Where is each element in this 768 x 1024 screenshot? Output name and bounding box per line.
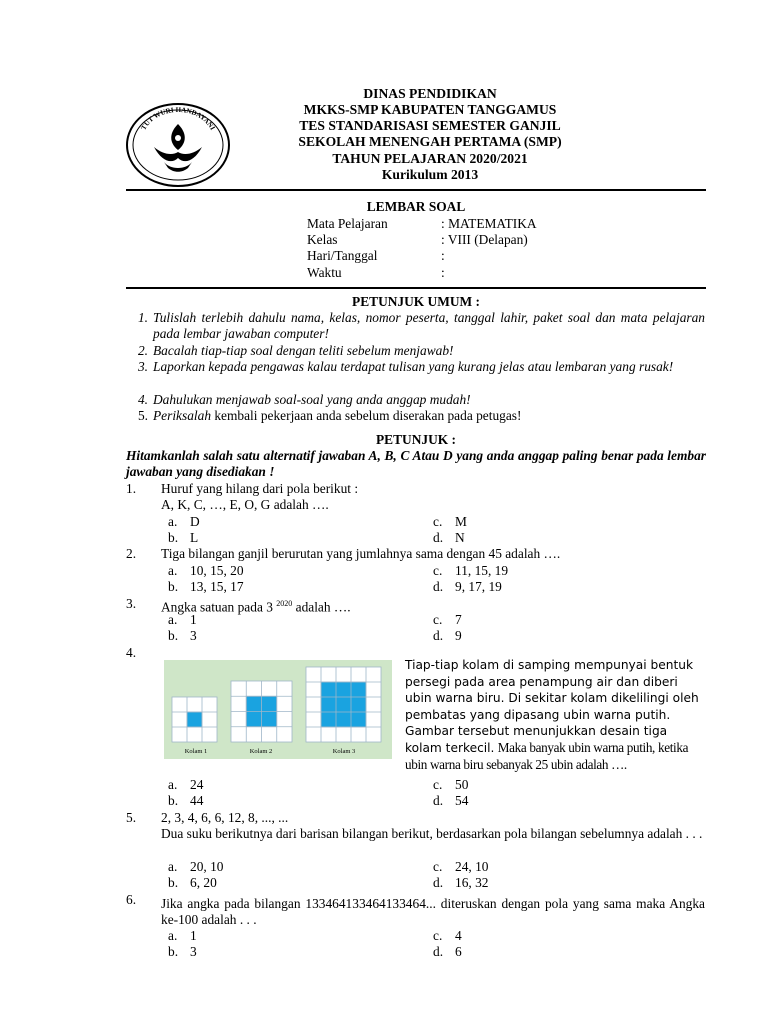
q4-text: Tiap-tiap kolam di samping mempunyai bentuk persegi pada area penampung air dan diberi ubin warna biru. Di sekitar kolam dikelilingi oleh pembatas yang dipasang ubin warna putih. Gambar tersebut menunjukkan desain tiga kolam terkecil. Maka banyak ubin warna putih, ketika ubin warna biru sebanyak 25 ubin adalah ….	[405, 658, 699, 772]
q2-option-d[interactable]: d. 9, 17, 19	[433, 579, 502, 594]
header-line-5: TAHUN PELAJARAN 2020/2021	[332, 151, 528, 166]
general-num-5: 5.	[137, 408, 148, 423]
q4-option-b[interactable]: b. 44	[168, 793, 204, 808]
header-line-2: MKKS-SMP KABUPATEN TANGGAMUS	[303, 102, 557, 117]
q5-number: 5.	[126, 810, 137, 825]
lembar-soal-title: LEMBAR SOAL	[366, 199, 466, 214]
q5-option-a[interactable]: a. 20, 10	[168, 859, 224, 874]
general-instruction-1: Tulislah terlebih dahulu nama, kelas, nomor peserta, tanggal lahir, paket soal dan mata pelajaran pada lembar jawaban computer!	[153, 310, 705, 342]
q6-option-c[interactable]: c. 4	[433, 928, 462, 943]
q6-text: Jika angka pada bilangan 133464133464133464... diteruskan dengan pola yang sama maka Angka ke-100 adalah . . .	[161, 896, 705, 928]
q1-number: 1.	[126, 481, 137, 496]
header-line-1: DINAS PENDIDIKAN	[363, 86, 497, 101]
general-num-3: 3.	[137, 359, 148, 374]
q3-option-c[interactable]: c. 7	[433, 612, 462, 627]
general-instruction-5: Periksalah kembali pekerjaan anda sebelum diserakan pada petugas!	[153, 408, 522, 423]
answer-instruction: Hitamkanlah salah satu alternatif jawaban A, B, C Atau D yang anda anggap paling benar pada lembar jawaban yang disediakan !	[126, 448, 706, 480]
header-divider	[126, 189, 706, 191]
info-value-waktu: :	[441, 265, 445, 280]
general-instruction-4: Dahulukan menjawab soal-soal yang anda anggap mudah!	[153, 392, 471, 407]
general-num-1: 1.	[137, 310, 148, 325]
q1-option-a[interactable]: a. D	[168, 514, 200, 529]
petunjuk-title: PETUNJUK :	[376, 432, 456, 447]
general-num-4: 4.	[137, 392, 148, 407]
q3-option-d[interactable]: d. 9	[433, 628, 462, 643]
q5-option-c[interactable]: c. 24, 10	[433, 859, 489, 874]
svg-text:TUT WURI HANDAYANI: TUT WURI HANDAYANI	[139, 105, 217, 132]
info-divider	[126, 287, 706, 289]
info-value-hari: :	[441, 248, 445, 263]
q6-option-b[interactable]: b. 3	[168, 944, 197, 959]
pool-tiles-figure	[164, 660, 392, 759]
q1-option-b[interactable]: b. L	[168, 530, 199, 545]
q1-option-c[interactable]: c. M	[433, 514, 467, 529]
q2-option-b[interactable]: b. 13, 15, 17	[168, 579, 244, 594]
info-label-mapel: Mata Pelajaran	[307, 216, 388, 231]
q1-pattern: A, K, C, …, E, O, G adalah ….	[161, 497, 329, 512]
q2-option-c[interactable]: c. 11, 15, 19	[433, 563, 509, 578]
q6-number: 6.	[126, 892, 137, 907]
info-value-kelas: : VIII (Delapan)	[441, 232, 528, 247]
general-instruction-3: Laporkan kepada pengawas kalau terdapat tulisan yang kurang jelas atau lembaran yang rusak!	[153, 359, 674, 374]
q4-number: 4.	[126, 645, 137, 660]
q5-option-d[interactable]: d. 16, 32	[433, 875, 489, 890]
q3-text: Angka satuan pada 3 $^{2020}$ adalah ….	[161, 599, 351, 615]
pool-3-label: Kolam 3	[332, 748, 356, 755]
q5-text: Dua suku berikutnya dari barisan bilangan berikut, berdasarkan pola bilangan sebelumnya adalah . . .	[161, 826, 703, 841]
pool-1-grid	[172, 697, 217, 742]
pool-3-grid	[306, 667, 381, 742]
q6-option-a[interactable]: a. 1	[168, 928, 197, 943]
petunjuk-umum-title: PETUNJUK UMUM :	[352, 294, 480, 309]
info-label-hari: Hari/Tanggal	[307, 248, 378, 263]
q4-option-c[interactable]: c. 50	[433, 777, 469, 792]
q1-option-d[interactable]: d. N	[433, 530, 465, 545]
q3-option-a[interactable]: a. 1	[168, 612, 197, 627]
q1-text: Huruf yang hilang dari pola berikut :	[161, 481, 359, 496]
info-value-mapel: : MATEMATIKA	[441, 216, 537, 231]
q3-option-b[interactable]: b. 3	[168, 628, 197, 643]
q4-option-a[interactable]: a. 24	[168, 777, 204, 792]
pool-2-grid	[231, 681, 292, 742]
q5-option-b[interactable]: b. 6, 20	[168, 875, 217, 890]
header-line-6: Kurikulum 2013	[381, 167, 479, 182]
q6-option-d[interactable]: d. 6	[433, 944, 462, 959]
q4-option-d[interactable]: d. 54	[433, 793, 469, 808]
q5-sequence: 2, 3, 4, 6, 6, 12, 8, ..., ...	[161, 810, 289, 825]
pool-1-label: Kolam 1	[184, 748, 208, 755]
q2-text: Tiga bilangan ganjil berurutan yang jumlahnya sama dengan 45 adalah ….	[161, 546, 561, 561]
info-label-kelas: Kelas	[307, 232, 338, 247]
q2-option-a[interactable]: a. 10, 15, 20	[168, 563, 244, 578]
general-instruction-2: Bacalah tiap-tiap soal dengan teliti sebelum menjawab!	[153, 343, 454, 358]
header-line-3: TES STANDARISASI SEMESTER GANJIL	[299, 118, 561, 133]
info-label-waktu: Waktu	[307, 265, 342, 280]
general-num-2: 2.	[137, 343, 148, 358]
header-line-4: SEKOLAH MENENGAH PERTAMA (SMP)	[298, 134, 562, 149]
q2-number: 2.	[126, 546, 137, 561]
q3-number: 3.	[126, 596, 137, 611]
pool-2-label: Kolam 2	[249, 748, 273, 755]
